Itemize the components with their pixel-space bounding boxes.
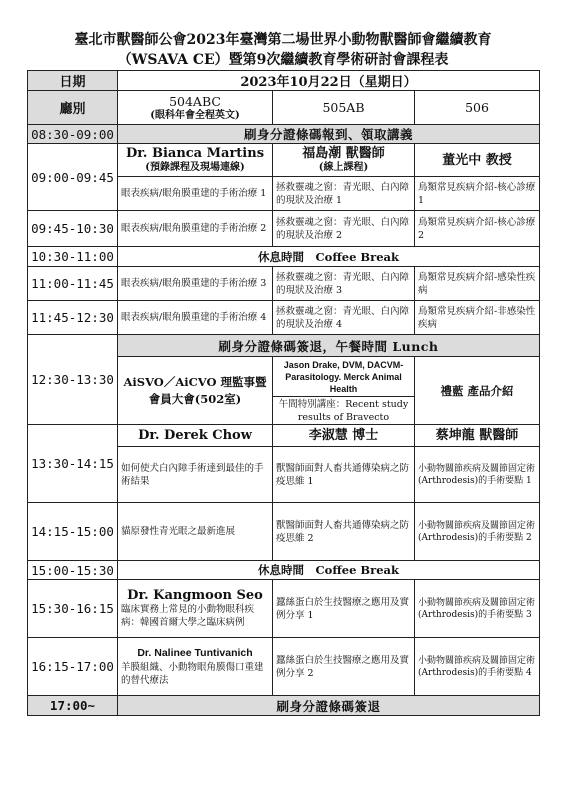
session-cell bbox=[118, 638, 273, 696]
speaker-note: (線上課程) bbox=[318, 162, 369, 173]
row-1100 bbox=[28, 267, 540, 301]
speaker-row-2 bbox=[28, 425, 540, 447]
time-cell: 10:30-11:00 bbox=[28, 247, 118, 267]
speaker-name: Dr. Bianca Martins bbox=[125, 146, 265, 161]
speaker-name: Dr. Kangmoon Seo bbox=[127, 588, 263, 603]
lunch-row bbox=[28, 335, 540, 357]
session-cell: 獸醫師面對人畜共通傳染病之防疫思維 1 bbox=[273, 447, 415, 503]
time-cell: 15:00-15:30 bbox=[28, 561, 118, 580]
speaker-3: 董光中 教授 bbox=[415, 144, 540, 177]
row-1145 bbox=[28, 301, 540, 335]
row-1700 bbox=[28, 696, 540, 716]
hall-2: 505AB bbox=[273, 91, 415, 125]
time-cell: 08:30-09:00 bbox=[28, 125, 118, 144]
row-0830 bbox=[28, 125, 540, 144]
time-cell: 13:30-14:15 bbox=[28, 425, 118, 503]
session-cell: 貓原發性青光眼之最新進展 bbox=[118, 503, 273, 561]
hall-1-name: 504ABC bbox=[169, 93, 221, 109]
product-intro-cell: 禮藍 產品介紹 bbox=[415, 357, 540, 425]
row-1415 bbox=[28, 503, 540, 561]
session-cell bbox=[118, 580, 273, 638]
row-0945 bbox=[28, 211, 540, 247]
session-cell: 小動物關節疾病及關節固定術(Arthrodesis)的手術要點 3 bbox=[415, 580, 540, 638]
speaker-3: 蔡坤龍 獸醫師 bbox=[415, 425, 540, 447]
row-1615 bbox=[28, 638, 540, 696]
registration-cell: 刷身分證條碼報到、領取講義 bbox=[118, 125, 540, 144]
document-title bbox=[27, 30, 539, 70]
time-cell: 15:30-16:15 bbox=[28, 580, 118, 638]
row-1030 bbox=[28, 247, 540, 267]
speaker-name: 福島潮 獸醫師 bbox=[302, 146, 385, 161]
session-cell: 鳥類常見疾病介紹-非感染性疾病 bbox=[415, 301, 540, 335]
time-cell: 14:15-15:00 bbox=[28, 503, 118, 561]
date-row bbox=[28, 71, 540, 91]
time-cell: 16:15-17:00 bbox=[28, 638, 118, 696]
coffee-break-cell: 休息時間 Coffee Break bbox=[118, 561, 540, 580]
speaker-2: 李淑慧 博士 bbox=[273, 425, 415, 447]
date-value: 2023年10月22日（星期日） bbox=[118, 71, 540, 91]
schedule-page bbox=[27, 30, 539, 716]
time-cell: 12:30-13:30 bbox=[28, 335, 118, 425]
session-cell: 鳥類常見疾病介紹-核心診療 1 bbox=[415, 177, 540, 211]
hall-label: 廳別 bbox=[28, 91, 118, 125]
time-cell: 09:00-09:45 bbox=[28, 144, 118, 211]
checkout-cell: 刷身分證條碼簽退 bbox=[118, 696, 540, 716]
title-line-2: （WSAVA CE）暨第9次繼續教育學術研討會課程表 bbox=[117, 52, 449, 68]
session-title: 羊膜組織、小動物眼角膜傷口重建的替代療法 bbox=[121, 662, 264, 686]
special-lecture-cell: 午間特別講座：Recent study results of Bravecto bbox=[273, 397, 415, 425]
session-cell: 如何使犬白內障手術達到最佳的手術結果 bbox=[118, 447, 273, 503]
hall-1-note: (眼科年會全程英文) bbox=[150, 109, 240, 121]
speaker-1: Dr. Derek Chow bbox=[118, 425, 273, 447]
session-cell: 小動物關節疾病及關節固定術(Arthrodesis)的手術要點 2 bbox=[415, 503, 540, 561]
time-cell: 11:00-11:45 bbox=[28, 267, 118, 301]
hall-1 bbox=[118, 91, 273, 125]
lunch-cell: 刷身分證條碼簽退，午餐時間 Lunch bbox=[118, 335, 540, 357]
session-cell: 眼表疾病/眼角膜重建的手術治療 4 bbox=[118, 301, 273, 335]
row-1530 bbox=[28, 580, 540, 638]
speaker-2 bbox=[273, 144, 415, 177]
session-cell: 拯救靈魂之窗：青光眼、白內障的現狀及治療 1 bbox=[273, 177, 415, 211]
speaker-name: Dr. Nalinee Tuntivanich bbox=[137, 647, 253, 659]
session-cell: 獸醫師面對人畜共通傳染病之防疫思維 2 bbox=[273, 503, 415, 561]
hall-row bbox=[28, 91, 540, 125]
session-cell: 小動物關節疾病及關節固定術(Arthrodesis)的手術要點 1 bbox=[415, 447, 540, 503]
session-cell: 蠶絲蛋白於生技醫療之應用及實例分享 1 bbox=[273, 580, 415, 638]
speaker-row-1 bbox=[28, 144, 540, 177]
row-1500 bbox=[28, 561, 540, 580]
member-meeting-cell: AiSVO／AiCVO 理監事暨會員大會(502室) bbox=[118, 357, 273, 425]
coffee-break-cell: 休息時間 Coffee Break bbox=[118, 247, 540, 267]
time-cell: 09:45-10:30 bbox=[28, 211, 118, 247]
special-speaker-cell: Jason Drake, DVM, DACVM-Parasitology. Merck Animal Health bbox=[273, 357, 415, 397]
speaker-note: (預錄課程及現場連線) bbox=[145, 162, 245, 173]
time-cell: 11:45-12:30 bbox=[28, 301, 118, 335]
session-cell: 蠶絲蛋白於生技醫療之應用及實例分享 2 bbox=[273, 638, 415, 696]
session-cell: 拯救靈魂之窗：青光眼、白內障的現狀及治療 3 bbox=[273, 267, 415, 301]
session-cell: 拯救靈魂之窗：青光眼、白內障的現狀及治療 2 bbox=[273, 211, 415, 247]
hall-3: 506 bbox=[415, 91, 540, 125]
schedule-table bbox=[27, 70, 540, 716]
date-label: 日期 bbox=[28, 71, 118, 91]
session-cell: 眼表疾病/眼角膜重建的手術治療 2 bbox=[118, 211, 273, 247]
session-title: 臨床實務上常見的小動物眼科疾病：韓國首爾大學之臨床病例 bbox=[121, 604, 255, 628]
session-cell: 眼表疾病/眼角膜重建的手術治療 1 bbox=[118, 177, 273, 211]
session-cell: 小動物關節疾病及關節固定術(Arthrodesis)的手術要點 4 bbox=[415, 638, 540, 696]
session-cell: 鳥類常見疾病介紹-核心診療 2 bbox=[415, 211, 540, 247]
time-cell: 17:00~ bbox=[28, 696, 118, 716]
title-line-1: 臺北市獸醫師公會2023年臺灣第二場世界小動物獸醫師會繼續教育 bbox=[74, 32, 492, 48]
speaker-1 bbox=[118, 144, 273, 177]
session-cell: 鳥類常見疾病介紹-感染性疾病 bbox=[415, 267, 540, 301]
session-cell: 眼表疾病/眼角膜重建的手術治療 3 bbox=[118, 267, 273, 301]
session-cell: 拯救靈魂之窗：青光眼、白內障的現狀及治療 4 bbox=[273, 301, 415, 335]
